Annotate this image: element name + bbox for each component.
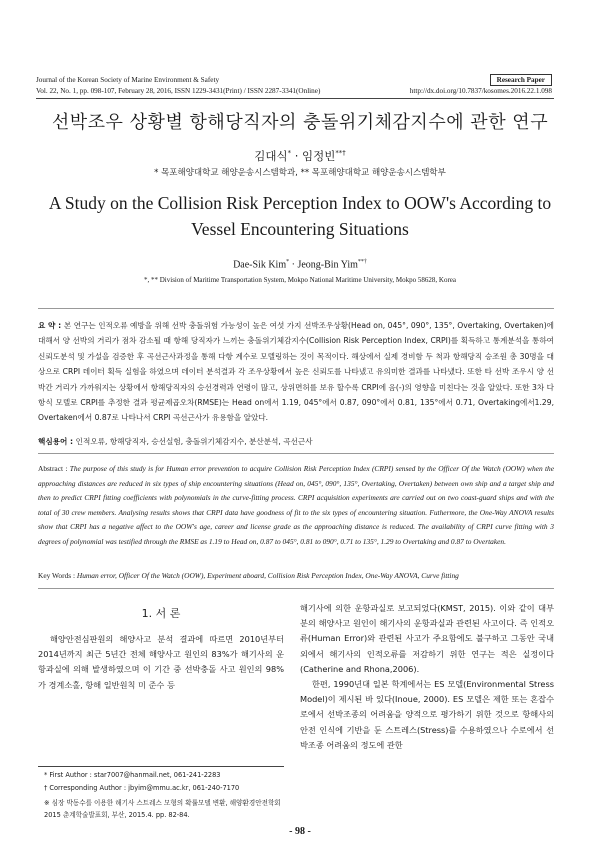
right-column <box>300 601 554 753</box>
english-keywords <box>38 571 554 580</box>
research-paper-badge: Research Paper <box>490 74 552 86</box>
english-title-line: Vessel Encountering Situations <box>191 219 409 239</box>
footnote-note: ※ 심장 박동수를 이용한 해기사 스트레스 모형의 확률모델 변환, 해양환경안전학회 2015 춘계학술발표회, 부산, 2015.4. pp. 82-84. <box>44 799 281 819</box>
page-number: - 98 - <box>289 826 311 837</box>
english-affiliation: *, ** Division of Maritime Transportation System, Mokpo National Maritime University, Mokpo 58628, Korea <box>144 276 456 284</box>
left-column-text: 해양안전심판원의 해양사고 분석 결과에 따르면 2010년부터 2014년까지 최근 5년간 전체 해양사고 원인의 83%가 해기사의 운항과실에 의해 발생하였으며 이 기간 중 선박충돌 사고 원인의 98%가 경계소홀, 항해 일반원칙 미 준수 등 <box>38 634 284 690</box>
abstract-top-rule <box>38 308 554 309</box>
author-name: 김대식 <box>254 149 288 163</box>
korean-keywords <box>38 436 554 447</box>
korean-abstract <box>38 318 554 426</box>
korean-affiliation: * 목포해양대학교 해양운송시스템학과, ** 목포해양대학교 해양운송시스템학부 <box>154 168 446 178</box>
english-title-line: A Study on the Collision Risk Perception Index to OOW's According to <box>48 193 552 213</box>
author-mark: * <box>287 149 292 158</box>
korean-title: 선박조우 상황별 항해당직자의 충돌위기체감지수에 관한 연구 <box>51 112 549 133</box>
header-rule <box>36 98 554 99</box>
author-mark: **† <box>335 149 346 158</box>
section-heading: 1. 서 론 <box>141 607 181 620</box>
abstract-bottom-rule <box>38 588 554 589</box>
abstract-text: 본 연구는 인적오류 예방을 위해 선박 충돌위험 가능성이 높은 여섯 가지 선박조우상황(Head on, 045°, 090°, 135°, Overtaking, Overtaken)에 대해서 양 선박의 거리가 점차 감소될 때 항해 당직자가 느끼는 충돌위기체감지수(Collision Risk Perception Index, CRPI)를 획득하고 통계분석을 통하여 신뢰도분석 및 가설을 검증한 후 곡선근사과정을 통해 다항 계수로 모델링하는 것이 목적이다. 해상에서 실제 경비함 두 척과 항해당직 승조원 총 30명을 대상으로 CRPI 데이터 획득 실험을 하였으며 데이터 분석결과 각 조우상황에서 높은 신뢰도를 나타냈고 유의미한 결과를 나타냈다. 또한 타 선박 조우시 양 선박간 거리가 가까워지는 상황에서 항해당직자의 승선경력과 연령이 많고, 상위면허를 보유 할수록 CRPI에 음(-)의 영향을 미친다는 것을 알았다. 또한 3차 다항식 모델로 CRPI를 추정한 결과 평균제곱오차(RMSE)는 Head on에서 1.19, 045°에서 0.87, 090°에서 0.81, 135°에서 0.71, Overtaking에서1.29, Overtaken에서 0.87로 나타나서 CRPI 곡선근사가 유용함을 알았다. <box>38 321 555 423</box>
journal-name: Journal of the Korean Society of Marine Environment & Safety <box>36 76 220 84</box>
keywords-rule <box>38 453 554 454</box>
author-separator: · <box>291 149 303 163</box>
keywords-text: Human error, Officer Of the Watch (OOW), Experiment aboard, Collision Risk Perception Index, One-Way ANOVA, Curve fitting <box>76 571 459 580</box>
author-mark: **† <box>357 259 367 265</box>
footnote-corresponding-author: † Corresponding Author : jbyim@mmu.ac.kr, 061-240-7170 <box>44 784 240 792</box>
author-name: Jeong-Bin Yim <box>297 259 358 271</box>
keywords-label: Key Words : <box>38 571 77 580</box>
author-name: Dae-Sik Kim <box>233 259 287 271</box>
footnote-first-author: * First Author : star7007@hanmail.net, 061-241-2283 <box>44 771 221 779</box>
keywords-label: 핵심용어 : <box>38 437 76 446</box>
doi-link[interactable]: http://dx.doi.org/10.7837/kosomes.2016.22.1.098 <box>409 87 552 95</box>
abstract-text: The purpose of this study is for Human error prevention to acquire Collision Risk Perception Index (CRPI) sensed by the Officer Of the Watch (OOW) when the approaching distances are reduced in six types of ship encountering situations (Head on, 045°, 090°, 135°, Overtaking, Overtaken) between own ship and a target ship and then to predict CRPI fitting coefficients with polynomials in the curve-fitting process. CRPI acquisition experiments are carried out on two coast-guard ships and with the total of 30 crew members. Analysing results shows that CRPI data have goodness of fit to the six types of encountering situation. Futhermore, the One-Way ANOVA results show that CRPI has a negative affect to the OOW's age, career and license grade as the approaching distance is reduced. The availability of CRPI curve fitting with 3 degrees of polynomial was testified through the RMSE as 1.19 to Head on, 0.87 to 045°, 0.81 to 090°, 0.71 to 135°, 1.29 to Overtaking and 0.87 to Overtaken. <box>38 464 554 546</box>
english-abstract <box>38 462 554 550</box>
abstract-label: 요 약 : <box>38 321 64 330</box>
english-title <box>40 190 560 242</box>
author-mark: * <box>286 259 290 265</box>
paragraph: 한편, 1990년대 일본 학계에서는 ES 모델(Environmental Stress Model)이 제시된 바 있다(Inoue, 2000). ES 모델은 제한 또는 혼잡수로에서 선박조종의 어려움을 양적으로 평가하기 위한 것으로 항해사의 안전 인식에 기반을 둔 스트레스(Stress)를 수용하였으나 수로에서 선박조종 어려움의 정도에 관한 <box>300 679 554 750</box>
keywords-text: 인적오류, 항해당직자, 승선실험, 충돌위기체감지수, 분산분석, 곡선근사 <box>75 437 313 446</box>
korean-authors <box>0 148 600 164</box>
abstract-label: Abstract : <box>38 464 70 473</box>
paragraph: 해기사에 의한 운항과실로 보고되었다(KMST, 2015). 이와 같이 대부분의 해양사고 원인이 해기사의 운항과실과 관련된 사고이다. 즉 인적오류(Human Error)와 관련된 사고가 주요함에도 불구하고 그동안 국내외에서 해기사의 인적오류를 저감하기 위한 연구는 적은 실정이다(Catherine and Rhona,2006). <box>300 603 554 674</box>
author-separator: · <box>289 259 298 271</box>
english-authors <box>0 259 600 270</box>
author-name: 임정빈 <box>302 149 336 163</box>
footnote-rule <box>38 766 284 767</box>
volume-issue-line: Vol. 22, No. 1, pp. 098-107, February 28, 2016, ISSN 1229-3431(Print) / ISSN 2287-3341(Online) <box>36 87 321 95</box>
